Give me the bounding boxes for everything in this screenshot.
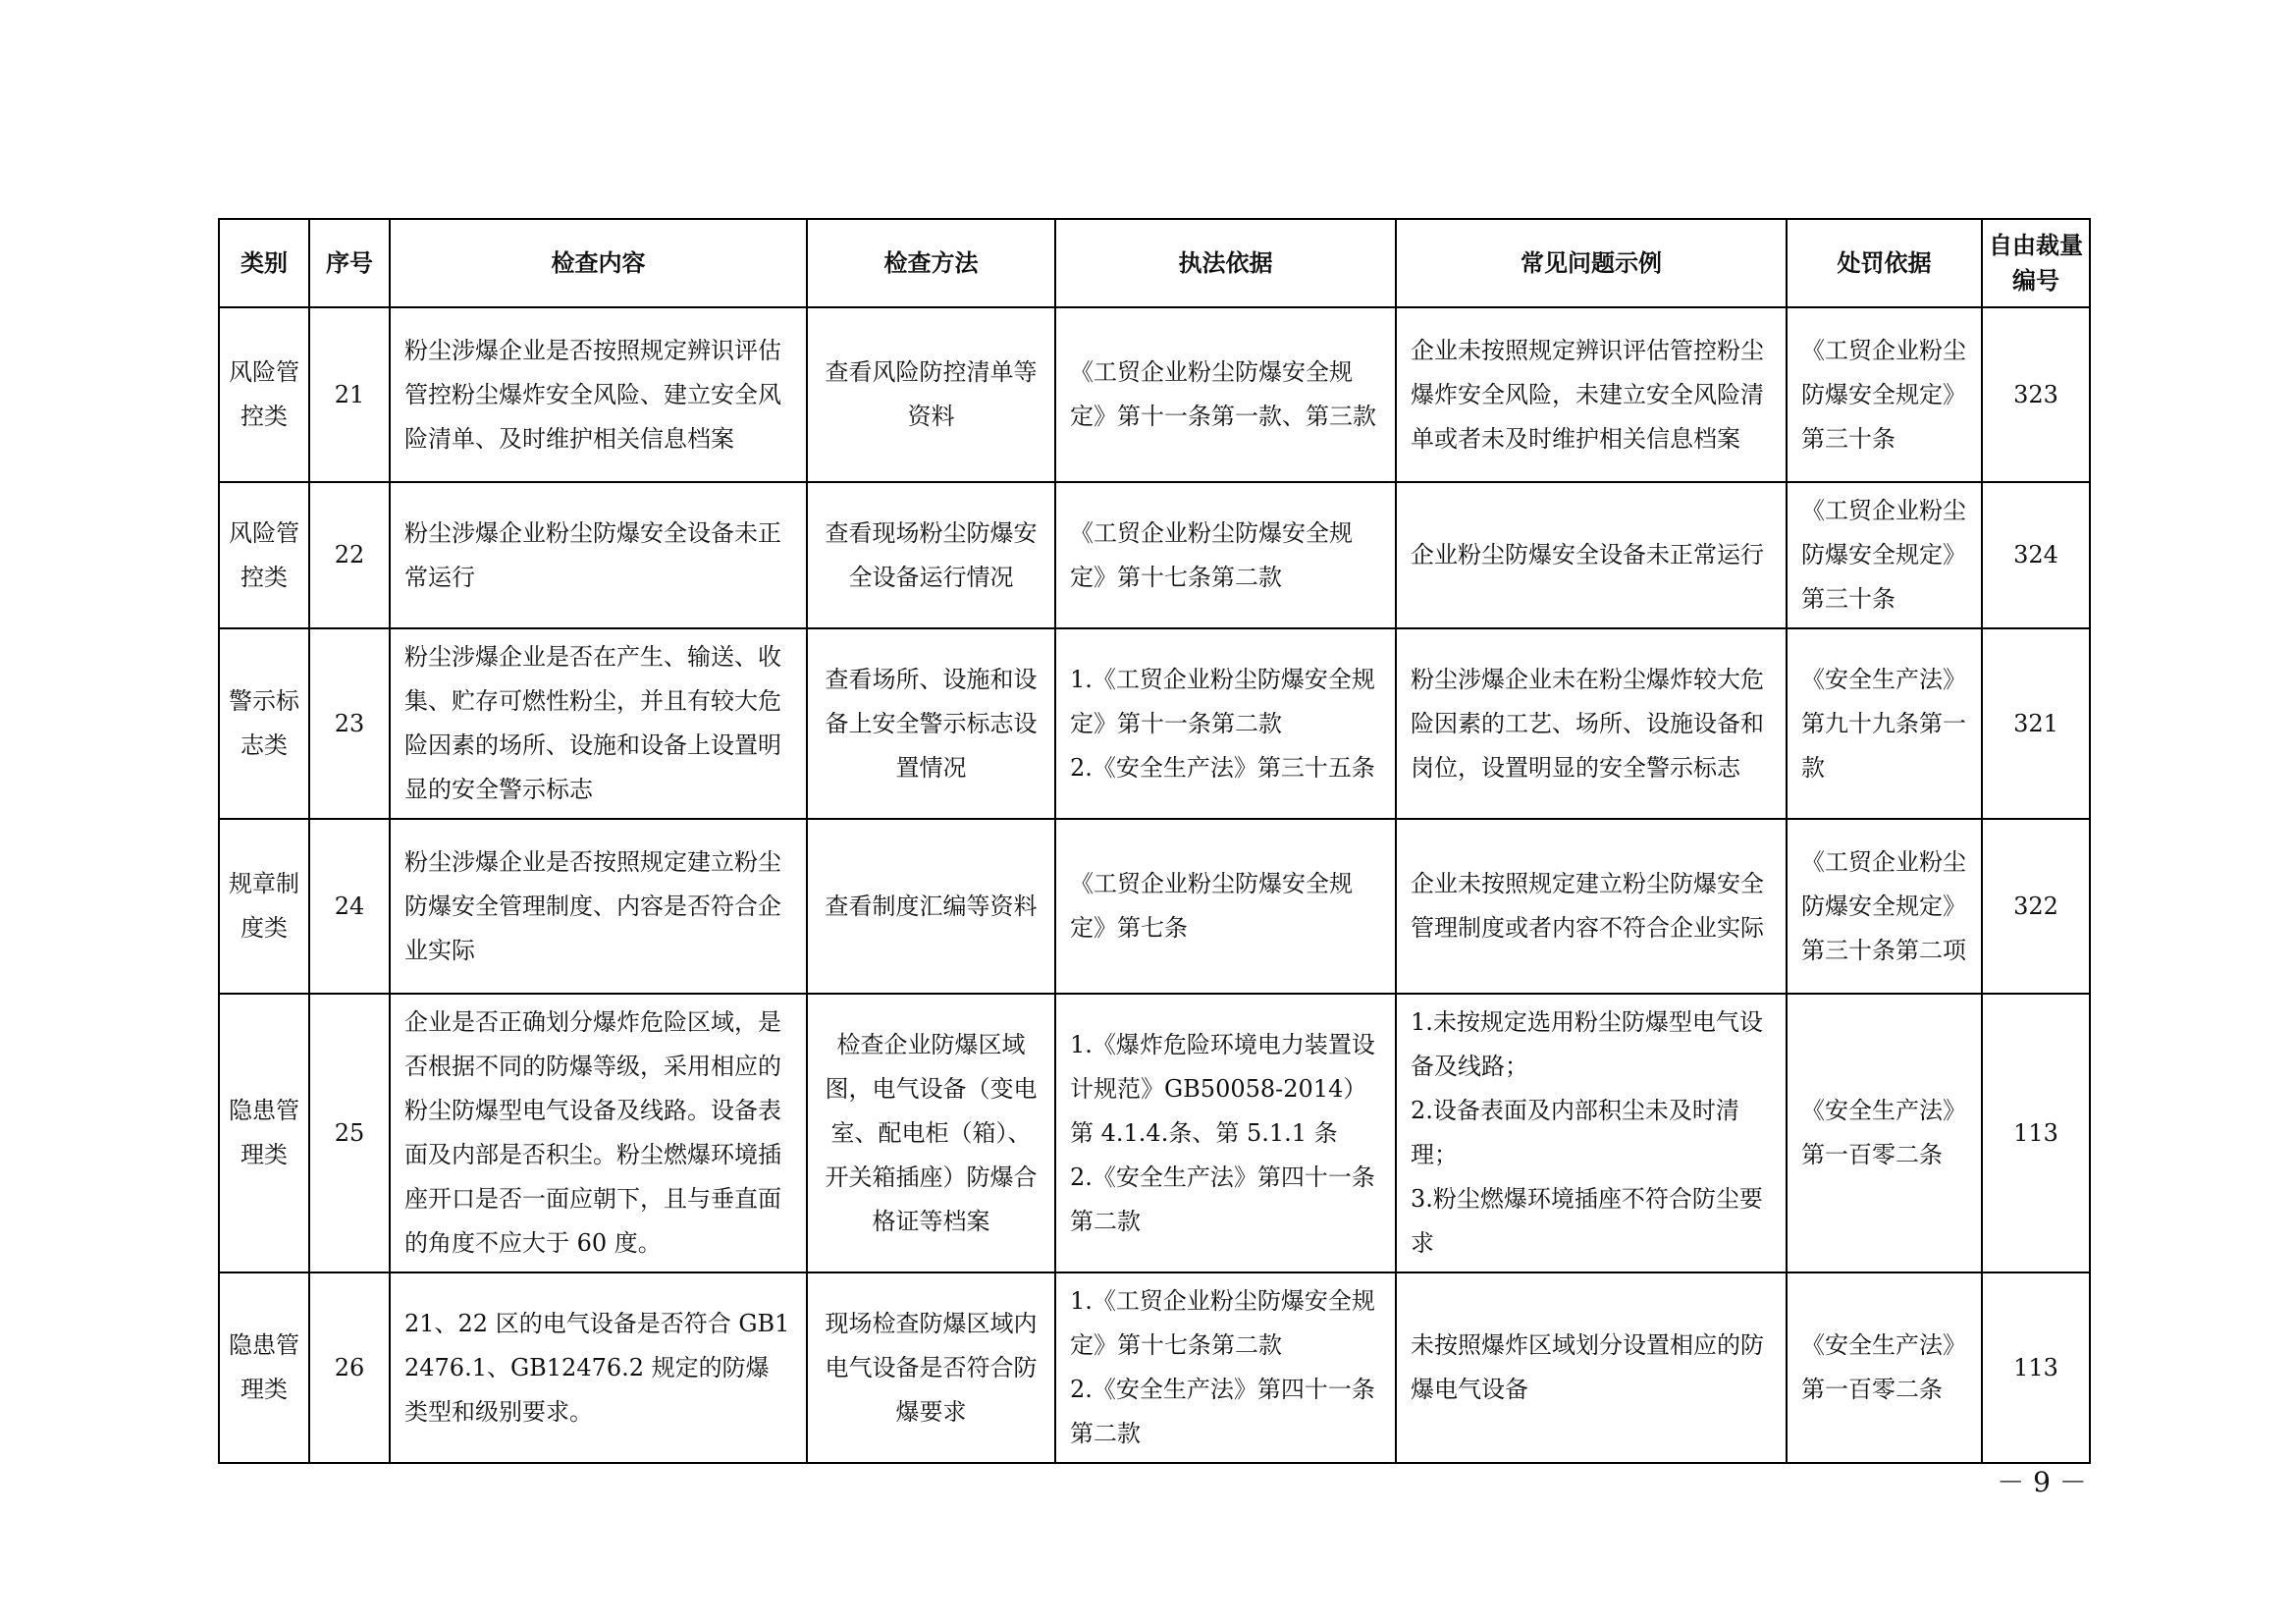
cell-method: 查看场所、设施和设备上安全警示标志设置情况 xyxy=(807,628,1055,819)
cell-issues xyxy=(1396,994,1787,1272)
cell-category: 规章制度类 xyxy=(219,819,309,994)
cell-content: 21、22 区的电气设备是否符合 GB12476.1、GB12476.2 规定的防爆类型和级别要求。 xyxy=(390,1272,807,1463)
cell-category: 隐患管理类 xyxy=(219,994,309,1272)
cell-basis xyxy=(1055,1272,1396,1463)
cell-issues-line: 3.粉尘燃爆环境插座不符合防尘要求 xyxy=(1411,1185,1763,1257)
cell-basis xyxy=(1055,307,1396,482)
cell-number: 24 xyxy=(309,819,390,994)
cell-penalty: 《工贸企业粉尘防爆安全规定》第三十条 xyxy=(1787,307,1982,482)
cell-basis-line: 1.《爆炸危险环境电力装置设计规范》GB50058-2014）第 4.1.4.条、第 5.1.1 条 xyxy=(1070,1030,1375,1147)
cell-issues xyxy=(1396,628,1787,819)
cell-issues-line: 粉尘涉爆企业未在粉尘爆炸较大危险因素的工艺、场所、设施设备和岗位，设置明显的安全警示标志 xyxy=(1411,665,1764,782)
cell-code: 322 xyxy=(1982,819,2090,994)
cell-penalty: 《安全生产法》第九十九条第一款 xyxy=(1787,628,1982,819)
cell-issues xyxy=(1396,482,1787,628)
cell-method: 查看制度汇编等资料 xyxy=(807,819,1055,994)
cell-basis-line: 2.《安全生产法》第四十一条第二款 xyxy=(1070,1376,1375,1447)
table-header-row xyxy=(219,219,2090,307)
cell-issues-line: 企业未按照规定建立粉尘防爆安全管理制度或者内容不符合企业实际 xyxy=(1411,870,1764,942)
cell-issues xyxy=(1396,1272,1787,1463)
cell-issues-line: 未按照爆炸区域划分设置相应的防爆电气设备 xyxy=(1411,1331,1764,1403)
cell-content: 粉尘涉爆企业是否在产生、输送、收集、贮存可燃性粉尘，并且有较大危险因素的场所、设施和设备上设置明显的安全警示标志 xyxy=(390,628,807,819)
header-penalty: 处罚依据 xyxy=(1787,219,1982,307)
header-basis: 执法依据 xyxy=(1055,219,1396,307)
header-content: 检查内容 xyxy=(390,219,807,307)
cell-content: 粉尘涉爆企业是否按照规定辨识评估管控粉尘爆炸安全风险、建立安全风险清单、及时维护相关信息档案 xyxy=(390,307,807,482)
cell-category: 风险管控类 xyxy=(219,307,309,482)
cell-basis-line: 1.《工贸企业粉尘防爆安全规定》第十七条第二款 xyxy=(1070,1287,1375,1359)
page-number: － 9 － xyxy=(1997,1466,2087,1498)
cell-basis xyxy=(1055,482,1396,628)
cell-issues-line: 企业未按照规定辨识评估管控粉尘爆炸安全风险，未建立安全风险清单或者未及时维护相关信息档案 xyxy=(1411,336,1764,453)
cell-content: 粉尘涉爆企业粉尘防爆安全设备未正常运行 xyxy=(390,482,807,628)
cell-basis-line: 《工贸企业粉尘防爆安全规定》第十一条第一款、第三款 xyxy=(1070,358,1376,430)
cell-issues xyxy=(1396,819,1787,994)
cell-category: 风险管控类 xyxy=(219,482,309,628)
cell-number: 22 xyxy=(309,482,390,628)
header-issues: 常见问题示例 xyxy=(1396,219,1787,307)
header-number: 序号 xyxy=(309,219,390,307)
table-row xyxy=(219,307,2090,482)
cell-penalty: 《安全生产法》第一百零二条 xyxy=(1787,1272,1982,1463)
cell-method: 现场检查防爆区域内电气设备是否符合防爆要求 xyxy=(807,1272,1055,1463)
table-row xyxy=(219,994,2090,1272)
cell-basis-line: 2.《安全生产法》第四十一条第二款 xyxy=(1070,1163,1375,1235)
cell-category: 警示标志类 xyxy=(219,628,309,819)
cell-penalty: 《工贸企业粉尘防爆安全规定》第三十条第二项 xyxy=(1787,819,1982,994)
cell-number: 25 xyxy=(309,994,390,1272)
inspection-table xyxy=(218,218,2091,1464)
cell-basis-line: 《工贸企业粉尘防爆安全规定》第七条 xyxy=(1070,870,1353,942)
cell-basis-line: 1.《工贸企业粉尘防爆安全规定》第十一条第二款 xyxy=(1070,665,1375,737)
cell-basis-line: 2.《安全生产法》第三十五条 xyxy=(1070,753,1375,782)
cell-category: 隐患管理类 xyxy=(219,1272,309,1463)
cell-code: 321 xyxy=(1982,628,2090,819)
cell-basis xyxy=(1055,994,1396,1272)
cell-code: 113 xyxy=(1982,994,2090,1272)
cell-method: 检查企业防爆区域图，电气设备（变电室、配电柜（箱）、开关箱插座）防爆合格证等档案 xyxy=(807,994,1055,1272)
table-row xyxy=(219,482,2090,628)
cell-basis xyxy=(1055,819,1396,994)
cell-issues-line: 2.设备表面及内部积尘未及时清理； xyxy=(1411,1097,1739,1168)
header-code: 自由裁量编号 xyxy=(1982,219,2090,307)
cell-number: 23 xyxy=(309,628,390,819)
cell-number: 21 xyxy=(309,307,390,482)
cell-code: 323 xyxy=(1982,307,2090,482)
cell-code: 113 xyxy=(1982,1272,2090,1463)
cell-issues-line: 1.未按规定选用粉尘防爆型电气设备及线路； xyxy=(1411,1008,1763,1080)
cell-number: 26 xyxy=(309,1272,390,1463)
table-body xyxy=(219,307,2090,1463)
cell-method: 查看现场粉尘防爆安全设备运行情况 xyxy=(807,482,1055,628)
cell-penalty: 《安全生产法》第一百零二条 xyxy=(1787,994,1982,1272)
header-category: 类别 xyxy=(219,219,309,307)
header-method: 检查方法 xyxy=(807,219,1055,307)
cell-code: 324 xyxy=(1982,482,2090,628)
cell-basis xyxy=(1055,628,1396,819)
cell-content: 企业是否正确划分爆炸危险区域，是否根据不同的防爆等级，采用相应的粉尘防爆型电气设备及线路。设备表面及内部是否积尘。粉尘燃爆环境插座开口是否一面应朝下，且与垂直面的角度不应大于 60 度。 xyxy=(390,994,807,1272)
table-row xyxy=(219,819,2090,994)
table-row xyxy=(219,1272,2090,1463)
cell-method: 查看风险防控清单等资料 xyxy=(807,307,1055,482)
cell-penalty: 《工贸企业粉尘防爆安全规定》第三十条 xyxy=(1787,482,1982,628)
cell-issues-line: 企业粉尘防爆安全设备未正常运行 xyxy=(1411,541,1764,568)
cell-issues xyxy=(1396,307,1787,482)
cell-content: 粉尘涉爆企业是否按照规定建立粉尘防爆安全管理制度、内容是否符合企业实际 xyxy=(390,819,807,994)
cell-basis-line: 《工贸企业粉尘防爆安全规定》第十七条第二款 xyxy=(1070,518,1353,591)
table-row xyxy=(219,628,2090,819)
